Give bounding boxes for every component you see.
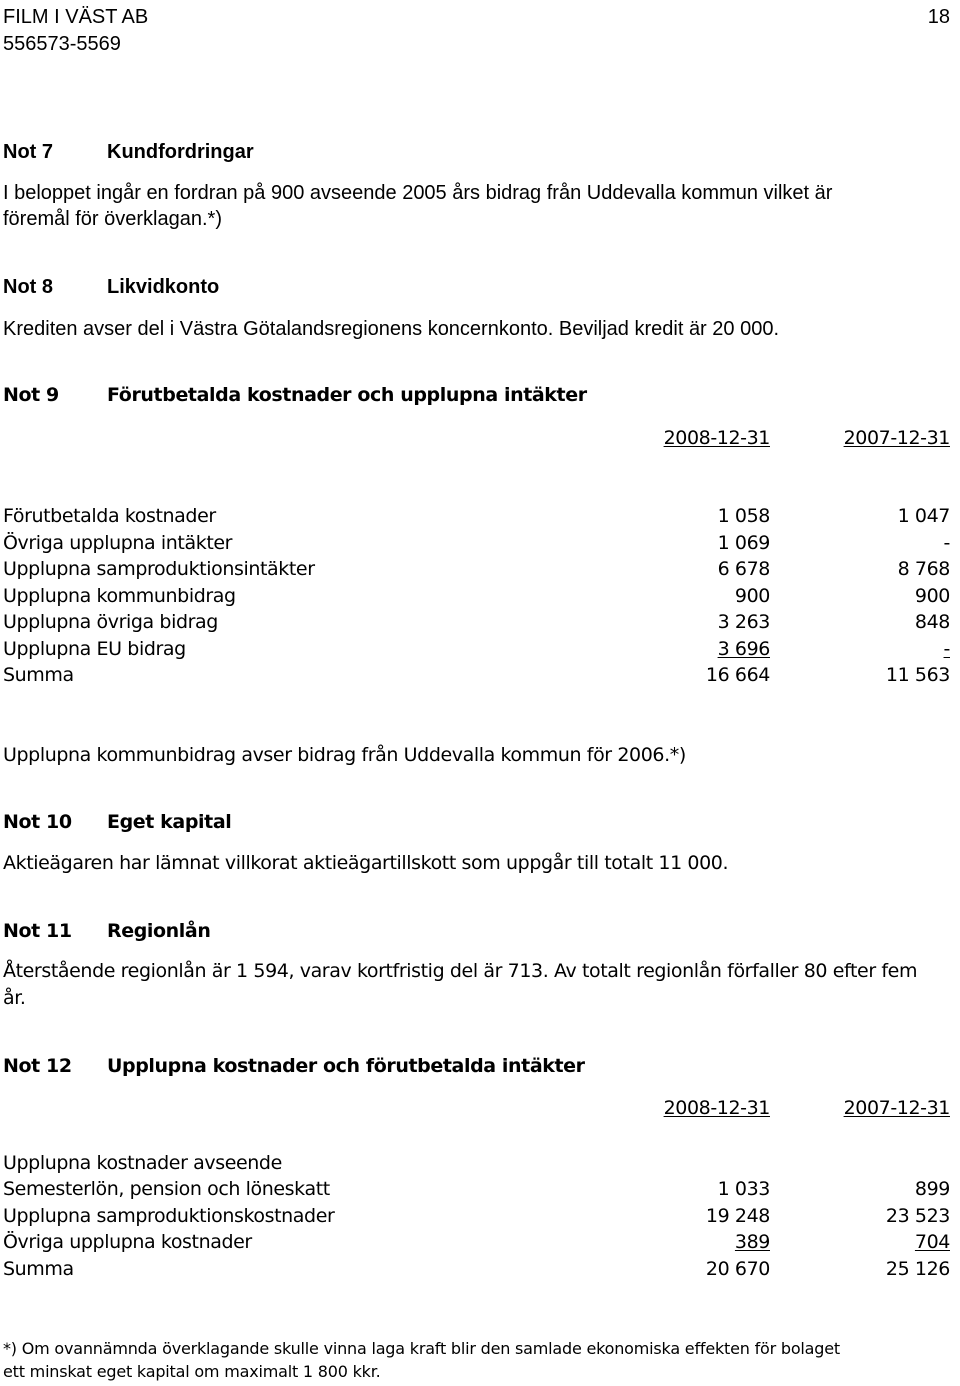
table-cell-2007: 848 <box>914 611 950 633</box>
table-row-label: Semesterlön, pension och löneskatt <box>3 1178 330 1200</box>
table-row-label-summa: Summa <box>3 1258 74 1280</box>
note-11-number: Not 11 <box>3 920 72 942</box>
table-cell-2007: 900 <box>914 585 950 607</box>
footnote-line1: *) Om ovannämnda överklagande skulle vinna laga kraft blir den samlade ekonomiska effekten för bolaget <box>3 1339 840 1358</box>
table-cell-2008: 6 678 <box>717 558 770 580</box>
table-cell-2007: 8 768 <box>897 558 950 580</box>
note-11-text-line1: Återstående regionlån är 1 594, varav kortfristig del är 713. Av totalt regionlån förfaller 80 efter fem <box>3 960 918 982</box>
table-cell-2008: 1 058 <box>717 505 770 527</box>
table-cell-2008: 1 033 <box>717 1178 770 1200</box>
table-cell-2008: 1 069 <box>717 532 770 554</box>
note-7-number: Not 7 <box>3 141 53 163</box>
table-row-label-summa: Summa <box>3 664 74 686</box>
footnote-line2: ett minskat eget kapital om maximalt 1 800 kkr. <box>3 1362 381 1381</box>
note-9-number: Not 9 <box>3 384 59 406</box>
note-8-number: Not 8 <box>3 276 53 298</box>
note-7-text-line2: föremål för överklagan.*) <box>3 208 222 230</box>
org-number: 556573-5569 <box>3 33 121 55</box>
table-row-label: Upplupna övriga bidrag <box>3 611 218 633</box>
note-10-title: Eget kapital <box>107 811 232 833</box>
note-12-column-2007: 2007-12-31 <box>843 1097 950 1119</box>
note-10-text: Aktieägaren har lämnat villkorat aktieägartillskott som uppgår till totalt 11 000. <box>3 852 729 874</box>
table-row-label: Förutbetalda kostnader <box>3 505 216 527</box>
table-cell-2008: 389 <box>734 1231 770 1253</box>
table-cell-2007: 1 047 <box>897 505 950 527</box>
table-heading-row: Upplupna kostnader avseende <box>3 1152 282 1174</box>
note-7-title: Kundfordringar <box>107 141 254 163</box>
table-cell-2008: 3 263 <box>717 611 770 633</box>
note-12-title: Upplupna kostnader och förutbetalda intäkter <box>107 1055 585 1077</box>
table-row-label: Upplupna kommunbidrag <box>3 585 236 607</box>
table-cell-2008: 3 696 <box>717 638 770 660</box>
note-12-column-2008: 2008-12-31 <box>663 1097 770 1119</box>
table-cell-2007: 25 126 <box>885 1258 950 1280</box>
table-cell-2008: 16 664 <box>705 664 770 686</box>
note-7-text-line1: I beloppet ingår en fordran på 900 avseende 2005 års bidrag från Uddevalla kommun vilket är <box>3 182 833 204</box>
note-10-number: Not 10 <box>3 811 72 833</box>
table-cell-2007: 11 563 <box>885 664 950 686</box>
note-8-title: Likvidkonto <box>107 276 220 298</box>
note-9-title: Förutbetalda kostnader och upplupna intäkter <box>107 384 587 406</box>
note-9-column-2007: 2007-12-31 <box>843 427 950 449</box>
table-cell-2008: 19 248 <box>705 1205 770 1227</box>
note-11-title: Regionlån <box>107 920 211 942</box>
company-name: FILM I VÄST AB <box>3 6 149 28</box>
table-row-label: Övriga upplupna kostnader <box>3 1231 252 1253</box>
table-cell-2008: 20 670 <box>705 1258 770 1280</box>
table-row-label: Upplupna samproduktionskostnader <box>3 1205 335 1227</box>
note-8-text: Krediten avser del i Västra Götalandsregionens koncernkonto. Beviljad kredit är 20 000. <box>3 318 780 340</box>
page-number: 18 <box>927 6 950 28</box>
table-cell-2008: 900 <box>734 585 770 607</box>
note-9-footnote: Upplupna kommunbidrag avser bidrag från Uddevalla kommun för 2006.*) <box>3 744 686 766</box>
table-row-label: Upplupna EU bidrag <box>3 638 186 660</box>
note-11-text-line2: år. <box>3 987 26 1009</box>
table-row-label: Upplupna samproduktionsintäkter <box>3 558 315 580</box>
table-cell-2007: - <box>943 638 950 660</box>
table-cell-2007: 704 <box>914 1231 950 1253</box>
table-cell-2007: - <box>943 532 950 554</box>
note-12-number: Not 12 <box>3 1055 72 1077</box>
table-cell-2007: 899 <box>914 1178 950 1200</box>
table-row-label: Övriga upplupna intäkter <box>3 532 233 554</box>
table-cell-2007: 23 523 <box>885 1205 950 1227</box>
note-9-column-2008: 2008-12-31 <box>663 427 770 449</box>
